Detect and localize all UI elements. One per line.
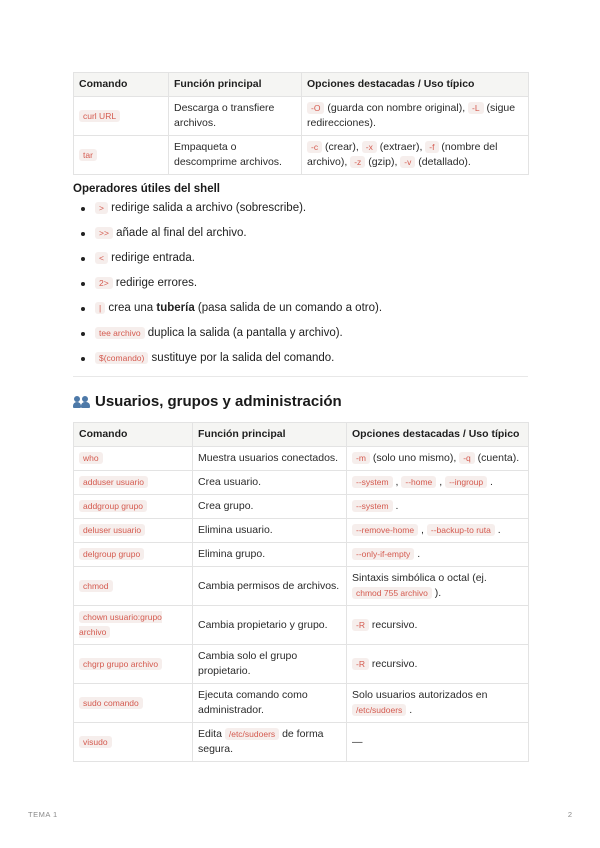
command-code: sudo comando	[79, 697, 143, 709]
options-cell: Solo usuarios autorizados en /etc/sudoers .	[347, 684, 529, 723]
command-code: addgroup grupo	[79, 500, 147, 512]
operator-code: <	[95, 252, 108, 264]
code-snippet: -q	[459, 452, 475, 464]
command-code: adduser usuario	[79, 476, 148, 488]
code-snippet: -m	[352, 452, 370, 464]
command-code: curl URL	[79, 110, 120, 122]
command-code: tar	[79, 149, 97, 161]
options-cell: -O (guarda con nombre original), -L (sigue redirecciones).	[302, 97, 529, 136]
command-cell	[74, 136, 169, 175]
options-cell: --remove-home , --backup-to ruta .	[347, 519, 529, 543]
list-item: > redirige salida a archivo (sobrescribe).	[95, 201, 528, 216]
command-code: delgroup grupo	[79, 548, 144, 560]
code-snippet: -O	[307, 102, 324, 114]
table-row	[74, 645, 529, 684]
function-cell: Elimina usuario.	[193, 519, 347, 543]
code-snippet: -v	[400, 156, 415, 168]
options-cell: -m (solo uno mismo), -q (cuenta).	[347, 447, 529, 471]
function-cell: Ejecuta comando como administrador.	[193, 684, 347, 723]
function-cell: Empaqueta o descomprime archivos.	[169, 136, 302, 175]
options-cell: --system .	[347, 495, 529, 519]
options-cell: --only-if-empty .	[347, 543, 529, 567]
table-row	[74, 567, 529, 606]
people-icon	[73, 395, 91, 409]
code-snippet: --ingroup	[445, 476, 487, 488]
list-item: >> añade al final del archivo.	[95, 226, 528, 241]
operator-code: 2>	[95, 277, 113, 289]
command-code: visudo	[79, 736, 112, 748]
code-snippet: --home	[401, 476, 436, 488]
col-header-function: Función principal	[169, 73, 302, 97]
command-cell	[74, 684, 193, 723]
table-row	[74, 136, 529, 175]
code-snippet: /etc/sudoers	[352, 704, 406, 716]
col-header-command: Comando	[74, 423, 193, 447]
code-snippet: chmod 755 archivo	[352, 587, 432, 599]
code-snippet: -x	[362, 141, 377, 153]
command-code: chmod	[79, 580, 113, 592]
command-cell	[74, 97, 169, 136]
options-cell: -c (crear), -x (extraer), -f (nombre del archivo), -z (gzip), -v (detallado).	[302, 136, 529, 175]
col-header-options: Opciones destacadas / Uso típico	[347, 423, 529, 447]
function-cell: Edita /etc/sudoers de forma segura.	[193, 723, 347, 762]
command-cell	[74, 519, 193, 543]
code-snippet: -R	[352, 619, 369, 631]
col-header-options: Opciones destacadas / Uso típico	[302, 73, 529, 97]
col-header-function: Función principal	[193, 423, 347, 447]
section-divider	[73, 376, 528, 377]
command-cell	[74, 723, 193, 762]
code-snippet: -f	[425, 141, 438, 153]
page-number: 2	[567, 810, 572, 819]
table-row	[74, 519, 529, 543]
command-cell	[74, 543, 193, 567]
code-snippet: -L	[468, 102, 484, 114]
commands-table-users	[73, 422, 529, 762]
col-header-command: Comando	[74, 73, 169, 97]
options-cell: —	[347, 723, 529, 762]
table-row	[74, 495, 529, 519]
function-cell: Cambia propietario y grupo.	[193, 606, 347, 645]
table-row	[74, 606, 529, 645]
command-code: chown usuario:grupo archivo	[79, 612, 162, 637]
function-cell: Crea usuario.	[193, 471, 347, 495]
code-snippet: --system	[352, 476, 393, 488]
function-cell: Descarga o transfiere archivos.	[169, 97, 302, 136]
operator-code: $(comando)	[95, 352, 148, 364]
code-snippet: -R	[352, 658, 369, 670]
bold-term: tubería	[156, 302, 195, 314]
code-snippet: -c	[307, 141, 322, 153]
section-title	[73, 393, 528, 410]
code-snippet: --backup-to ruta	[427, 524, 495, 536]
table-row	[74, 471, 529, 495]
command-cell	[74, 567, 193, 606]
list-item: tee archivo duplica la salida (a pantalla y archivo).	[95, 326, 528, 341]
options-cell: -R recursivo.	[347, 606, 529, 645]
options-cell: Sintaxis simbólica o octal (ej. chmod 755 archivo ).	[347, 567, 529, 606]
list-item: $(comando) sustituye por la salida del comando.	[95, 351, 528, 366]
list-item: | crea una tubería (pasa salida de un comando a otro).	[95, 301, 528, 316]
code-snippet: --remove-home	[352, 524, 418, 536]
section-title-text: Usuarios, grupos y administración	[95, 393, 342, 410]
commands-table-network	[73, 72, 529, 175]
command-cell	[74, 645, 193, 684]
command-cell	[74, 447, 193, 471]
function-cell: Elimina grupo.	[193, 543, 347, 567]
table-row	[74, 447, 529, 471]
operators-list	[73, 201, 528, 366]
command-cell	[74, 471, 193, 495]
function-cell: Cambia solo el grupo propietario.	[193, 645, 347, 684]
command-code: chgrp grupo archivo	[79, 658, 162, 670]
function-cell: Cambia permisos de archivos.	[193, 567, 347, 606]
code-snippet: /etc/sudoers	[225, 728, 279, 740]
code-snippet: -z	[350, 156, 365, 168]
list-item: 2> redirige errores.	[95, 276, 528, 291]
table-row	[74, 723, 529, 762]
command-code: who	[79, 452, 103, 464]
command-code: deluser usuario	[79, 524, 145, 536]
function-cell: Crea grupo.	[193, 495, 347, 519]
command-cell	[74, 495, 193, 519]
list-item: < redirige entrada.	[95, 251, 528, 266]
page-content	[73, 72, 528, 762]
options-cell: -R recursivo.	[347, 645, 529, 684]
table-row	[74, 543, 529, 567]
operator-code: tee archivo	[95, 327, 145, 339]
table-row	[74, 684, 529, 723]
operator-code: >>	[95, 227, 113, 239]
options-cell: --system , --home , --ingroup .	[347, 471, 529, 495]
operator-code: |	[95, 302, 105, 314]
code-snippet: --only-if-empty	[352, 548, 414, 560]
command-cell	[74, 606, 193, 645]
footer-chapter: TEMA 1	[28, 810, 58, 819]
table-row	[74, 97, 529, 136]
function-cell: Muestra usuarios conectados.	[193, 447, 347, 471]
operators-heading: Operadores útiles del shell	[73, 183, 220, 195]
code-snippet: --system	[352, 500, 393, 512]
operator-code: >	[95, 202, 108, 214]
